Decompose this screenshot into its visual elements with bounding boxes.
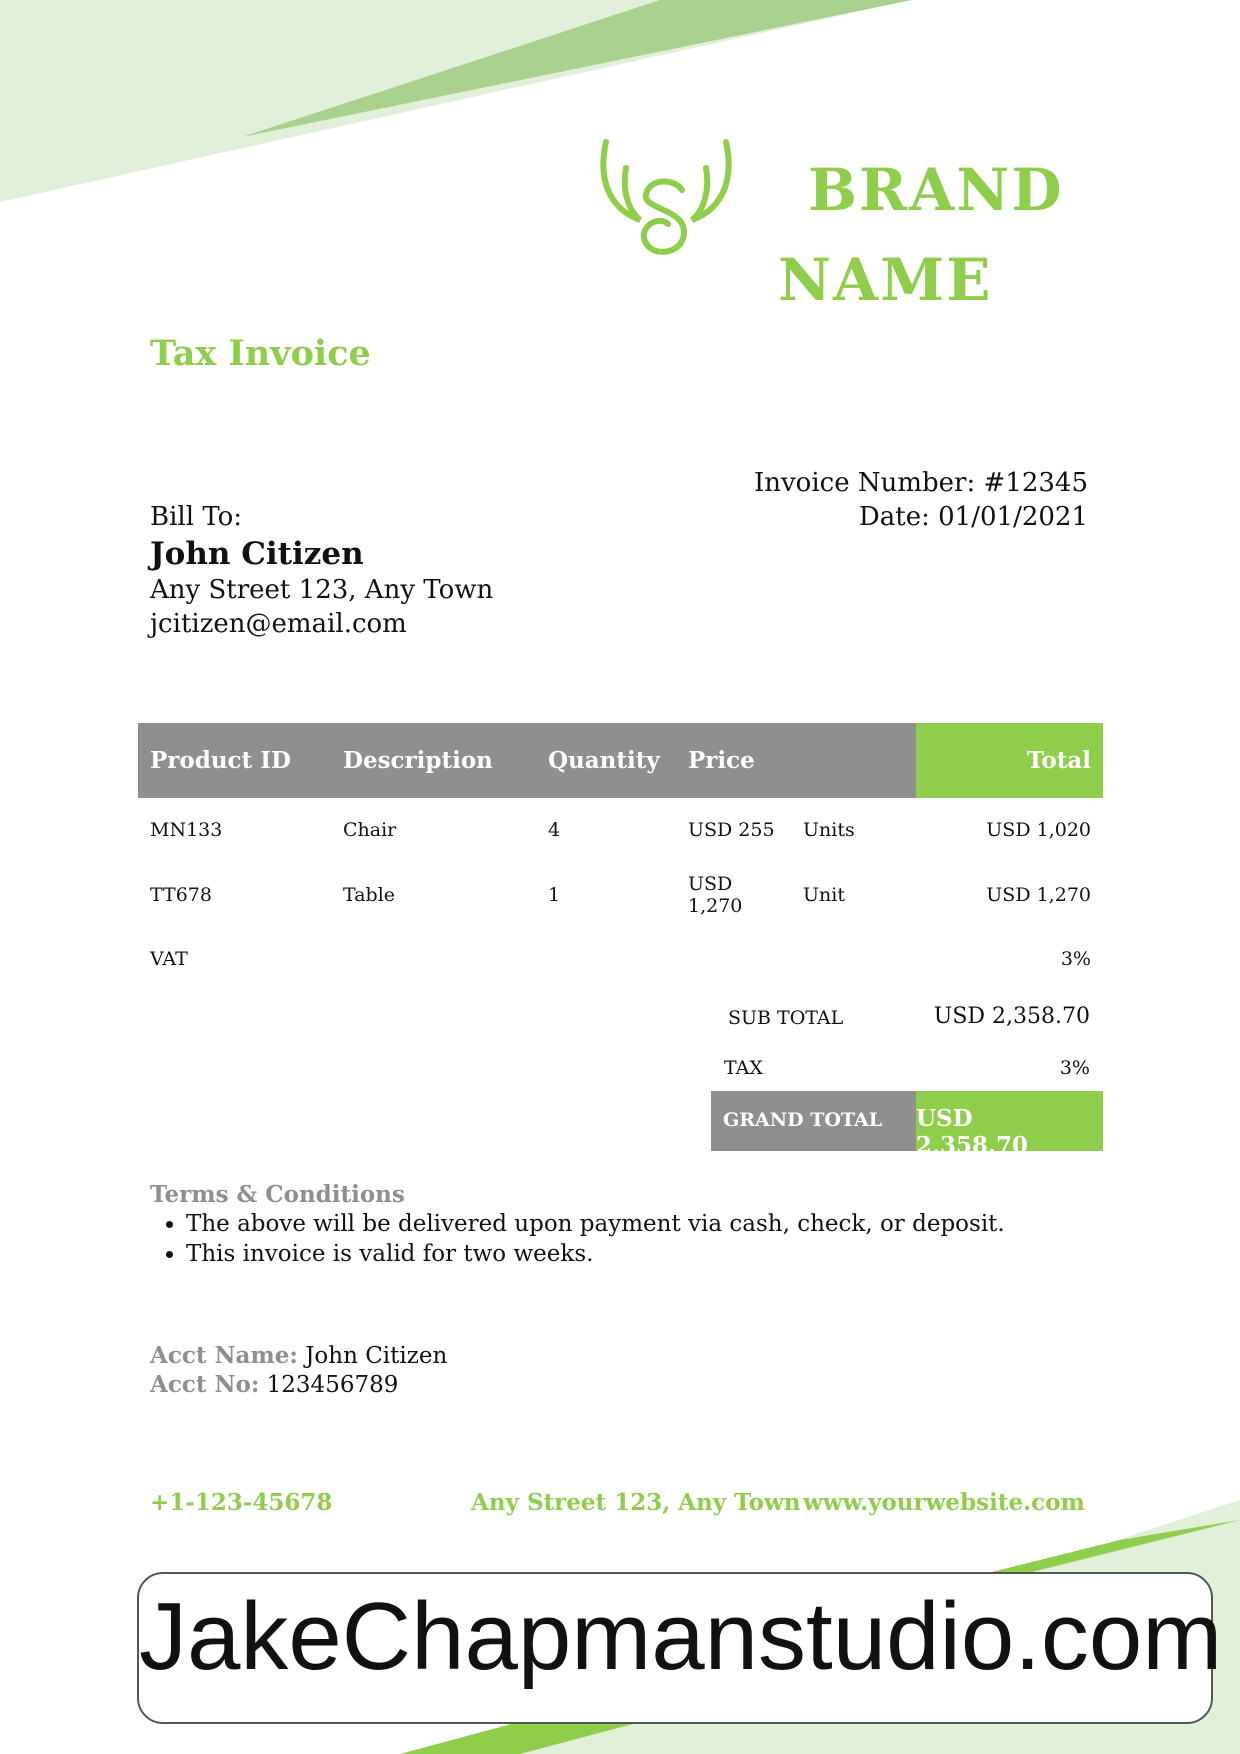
cell-total: USD 1,270 [986,884,1091,906]
account-number-value: 123456789 [266,1372,399,1398]
vat-value: 3% [1060,948,1091,970]
winged-s-logo-icon [598,138,734,266]
grand-total-value: USD 2,358.70 [916,1105,1029,1159]
list-item: • This invoice is valid for two weeks. [186,1239,1005,1269]
brand-line-2: NAME [778,246,993,314]
table-row [138,862,1103,928]
cell-unit: Units [803,819,855,841]
list-item: • The above will be delivered upon payment via cash, check, or deposit. [186,1209,1005,1239]
tax-label: TAX [724,1057,763,1079]
cell-price-line-2: 1,270 [688,895,743,917]
cell-quantity: 4 [548,819,561,841]
account-number-label: Acct No: [150,1371,260,1398]
header-total: Total [916,723,1103,798]
invoice-date [859,502,1088,532]
grand-total-label: GRAND TOTAL [723,1109,883,1131]
cell-description: Table [343,884,396,906]
bill-to-label: Bill To: [150,502,243,532]
account-number [150,1371,398,1398]
subtotal-value: USD 2,358.70 [933,1004,1090,1029]
vat-label: VAT [150,948,188,970]
table-row [138,798,1103,862]
footer-address: Any Street 123, Any Town [471,1489,801,1516]
cell-price [676,862,791,928]
grand-total-label-cell [711,1091,916,1151]
items-table [138,723,1103,990]
brand-line-1: BRAND [808,156,1064,224]
header-quantity: Quantity [536,723,676,798]
cell-product-id: MN133 [150,819,223,841]
invoice-number [754,468,1088,498]
watermark-text: JakeChapmanstudio.com [139,1583,1223,1690]
account-name-value: John Citizen [305,1343,448,1369]
cell-description: Chair [343,819,397,841]
bill-to-address: Any Street 123, Any Town [150,575,494,605]
account-name [150,1342,447,1369]
page-title: Tax Invoice [150,333,371,374]
vat-row [138,928,1103,990]
invoice-number-value: #12345 [983,468,1088,498]
cell-total: USD 1,020 [986,819,1091,841]
header-description: Description [331,723,536,798]
invoice-date-label: Date: [858,502,930,532]
footer-phone: +1-123-45678 [150,1489,333,1516]
tax-value: 3% [1059,1057,1090,1079]
cell-unit: Unit [803,884,845,906]
account-name-label: Acct Name: [150,1342,298,1369]
watermark-banner [137,1572,1223,1724]
cell-price: USD 255 [688,819,775,841]
invoice-date-value: 01/01/2021 [938,502,1088,532]
footer-website[interactable]: www.yourwebsite.com [803,1489,1085,1516]
cell-quantity: 1 [548,884,561,906]
bill-to-name: John Citizen [150,536,364,572]
table-header-row [138,723,1103,798]
cell-price-line-1: USD [688,873,733,895]
subtotal-label: SUB TOTAL [728,1007,844,1029]
grand-total-value-cell [916,1091,1103,1159]
header-product-id: Product ID [138,723,331,798]
header-price: Price [676,723,916,798]
terms-list [150,1209,1005,1269]
bill-to-email: jcitizen@email.com [150,609,407,639]
cell-product-id: TT678 [150,884,212,906]
terms-heading: Terms & Conditions [150,1181,405,1208]
top-left-light-band [0,0,910,202]
invoice-number-label: Invoice Number: [753,468,976,498]
